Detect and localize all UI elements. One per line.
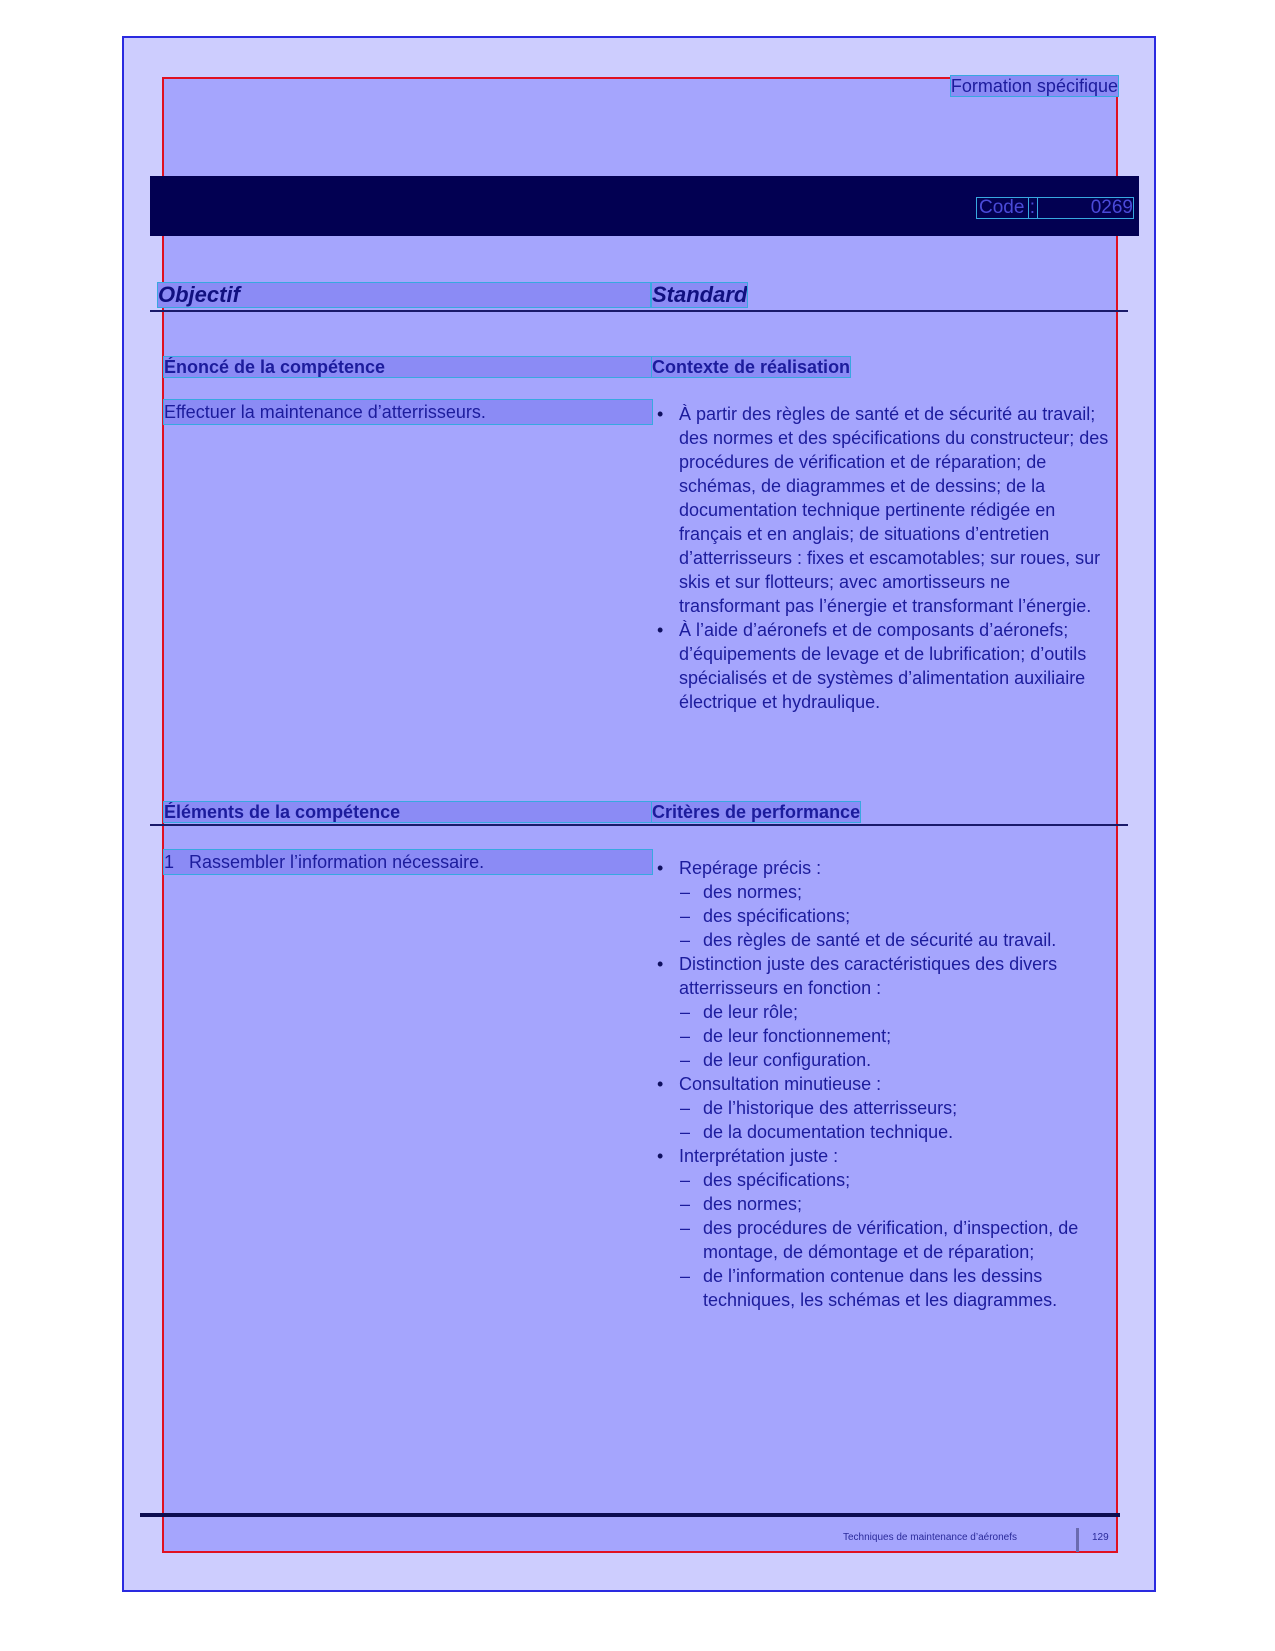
elements-heading: Éléments de la compétence	[164, 802, 652, 822]
element-number: 1	[164, 852, 175, 872]
column-heading-standard: Standard	[652, 282, 748, 307]
footer-separator	[1076, 1528, 1079, 1552]
page-number: 129	[1092, 1532, 1109, 1543]
criterion-subitem: – de l’information contenue dans les dessins techniques, les schémas et les diagrammes.	[679, 1264, 1116, 1312]
element-text: Rassembler l’information nécessaire.	[189, 852, 485, 872]
context-item: • À partir des règles de santé et de sécurité au travail; des normes et des spécifications du constructeur; des procédures de vérification et de réparation; de schémas, de diagrammes et de dessins; de la documentation technique pertinente rédigée en français et en anglais; de situations d’entretien d’atterrisseurs : fixes et escamotables; sur roues, sur skis et sur flotteurs; avec amortisseurs ne transformant pas l’énergie et transformant l’énergie.	[656, 402, 1116, 618]
code-label: Code :	[976, 197, 1038, 219]
criterion-subitem: – de la documentation technique.	[679, 1120, 1116, 1144]
criterion-subitem: – des spécifications;	[679, 904, 1116, 928]
criterion-item: • Interprétation juste : – des spécifications; – des normes; – des procédures de vérification, d’inspection, de montage, de démontage et de réparation; – de l’information contenue dans les dessins techniques, les schémas et les diagrammes.	[656, 1144, 1116, 1312]
criterion-subitem: – des règles de santé et de sécurité au travail.	[679, 928, 1116, 952]
program-type-label: Formation spécifique	[950, 76, 1118, 96]
elements-divider	[150, 824, 1128, 826]
criterion-subitem: – de leur rôle;	[679, 1000, 1116, 1024]
criterion-item: • Distinction juste des caractéristiques des divers atterrisseurs en fonction : – de leur rôle; – de leur fonctionnement; – de leur configuration.	[656, 952, 1116, 1072]
element-item	[164, 850, 652, 874]
criterion-item: • Consultation minutieuse : – de l’historique des atterrisseurs; – de la documentation technique.	[656, 1072, 1116, 1144]
competence-heading: Énoncé de la compétence	[164, 357, 652, 377]
criterion-subitem: – des normes;	[679, 1192, 1116, 1216]
criteria-heading: Critères de performance	[652, 802, 861, 822]
footer-divider	[140, 1513, 1120, 1517]
criterion-subitem: – de l’historique des atterrisseurs;	[679, 1096, 1116, 1120]
context-item: • À l’aide d’aéronefs et de composants d’aéronefs; d’équipements de levage et de lubrification; d’outils spécialisés et de systèmes d’alimentation auxiliaire électrique et hydraulique.	[656, 618, 1116, 714]
context-heading: Contexte de réalisation	[652, 357, 851, 377]
criterion-item: • Repérage précis : – des normes; – des spécifications; – des règles de santé et de sécurité au travail.	[656, 856, 1116, 952]
criterion-subitem: – de leur configuration.	[679, 1048, 1116, 1072]
criterion-subitem: – des procédures de vérification, d’inspection, de montage, de démontage et de réparation;	[679, 1216, 1116, 1264]
competence-statement: Effectuer la maintenance d’atterrisseurs.	[164, 400, 652, 424]
criteria-list	[656, 856, 1116, 1312]
column-heading-objective: Objectif	[158, 283, 650, 307]
criterion-subitem: – de leur fonctionnement;	[679, 1024, 1116, 1048]
footer-program-title: Techniques de maintenance d’aéronefs	[843, 1532, 1018, 1543]
criterion-subitem: – des spécifications;	[679, 1168, 1116, 1192]
header-divider	[150, 310, 1128, 312]
code-value: 0269	[1028, 197, 1134, 219]
context-list	[656, 402, 1116, 714]
criterion-subitem: – des normes;	[679, 880, 1116, 904]
